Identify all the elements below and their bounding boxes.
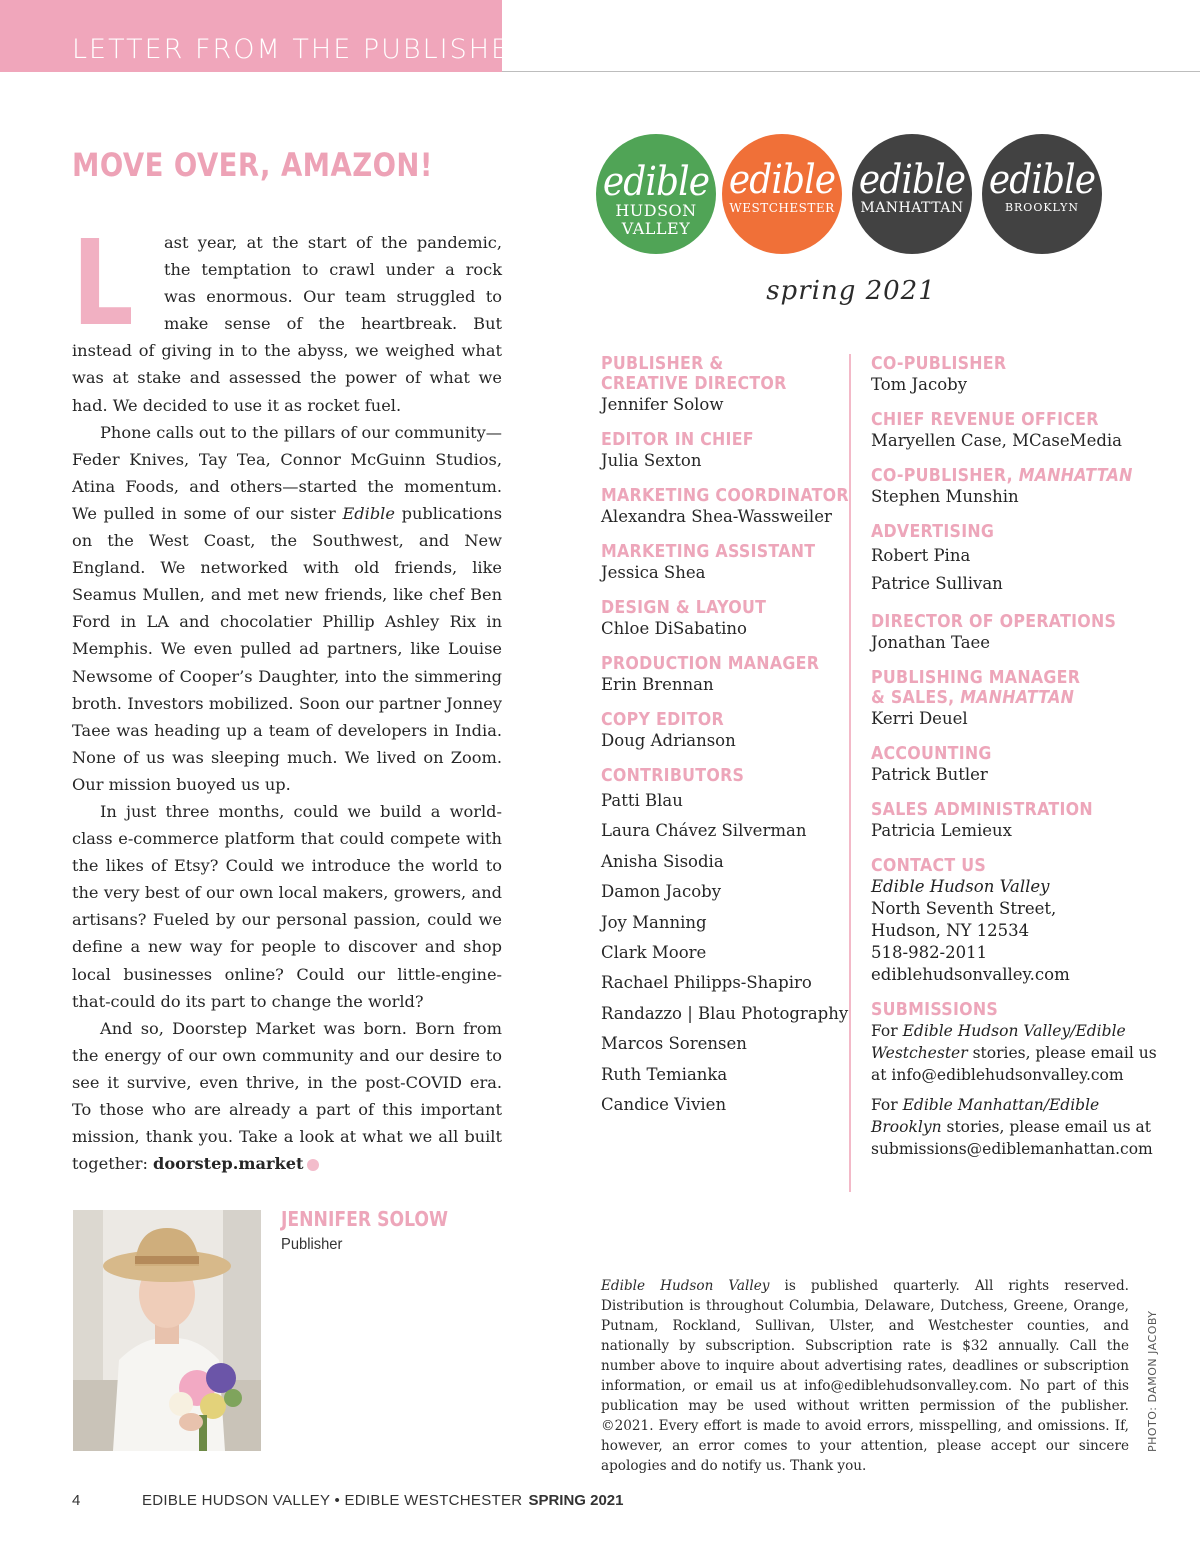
logo-edible-brooklyn bbox=[982, 134, 1102, 254]
contact-phone[interactable]: 518-982-2011 bbox=[871, 943, 988, 962]
publication-disclaimer bbox=[601, 1276, 1129, 1476]
staff-name: Chloe DiSabatino bbox=[601, 619, 747, 638]
masthead-left-column bbox=[601, 353, 849, 1134]
logo-edible-westchester bbox=[722, 134, 842, 254]
logo-sub-1: WESTCHESTER bbox=[729, 201, 835, 215]
role-label: COPY EDITOR bbox=[601, 709, 724, 730]
logo-script: edible bbox=[858, 157, 966, 203]
publisher-photo-illustration bbox=[73, 1210, 261, 1451]
staff-name: Jessica Shea bbox=[601, 563, 706, 582]
masthead-group-cro bbox=[871, 410, 1141, 452]
masthead-group-advertising bbox=[871, 522, 1141, 598]
submission-text: stories, please email us at bbox=[941, 1118, 1151, 1136]
drop-cap: L bbox=[72, 214, 134, 352]
masthead-group-contributors bbox=[601, 765, 849, 1120]
role-label: MARKETING ASSISTANT bbox=[601, 541, 816, 562]
role-label: SALES ADMINISTRATION bbox=[871, 799, 1093, 820]
disclaimer-text: is published quarterly. All rights reserved. Distribution is throughout Columbia, Delaware, Dutchess, Greene, Orange, Putnam, Rockland, Sullivan, Ulster, and Westchester counties, and nationally by subscription. Subscription rate is $32 annually. Call the number above to inquire about advertising rates, deadlines or subscription information, or email us at info@ediblehudsonvalley.com. No part of this publication may be used without written permission of the publisher. ©2021. Every effort is made to avoid errors, misspelling, and omissions. If, however, an error comes to your attention, please accept our sincere apologies and do notify us. Thank you. bbox=[601, 1278, 1129, 1474]
masthead-group-publisher bbox=[601, 354, 841, 416]
contributor-name: Marcos Sorensen bbox=[601, 1034, 747, 1054]
paragraph-3: In just three months, could we build a world-class e-commerce platform that could compete with the likes of Etsy? Could we introduce the world to the very best of our own local makers, growers, and artisans? Fueled by our personal passion, could we define a new way for people to discover and shop local businesses online? Could our little-engine-that-could do its part to change the world? bbox=[72, 801, 502, 1011]
staff-name: Alexandra Shea-Wassweiler bbox=[601, 507, 832, 526]
masthead-group-operations bbox=[871, 612, 1141, 654]
paragraph-2-text-a: Phone calls out to the pillars of our community—Feder Knives, Tay Tea, Connor McGuinn Studios, Atina Foods, and others—started the momentum. We pulled in some of our sister bbox=[72, 422, 502, 523]
role-label: CHIEF REVENUE OFFICER bbox=[871, 409, 1099, 430]
role-label-emphasis: MANHATTAN bbox=[960, 687, 1075, 708]
contributor-name: Anisha Sisodia bbox=[601, 851, 724, 871]
paragraph-2 bbox=[72, 419, 502, 798]
role-label-text: & SALES, bbox=[871, 687, 961, 708]
logo-sub-2: VALLEY bbox=[621, 219, 691, 238]
submission-emphasis: Westchester bbox=[871, 1044, 968, 1062]
contact-city: Hudson, NY 12534 bbox=[871, 921, 1030, 940]
page-footer bbox=[72, 1492, 623, 1509]
role-label: SUBMISSIONS bbox=[871, 999, 999, 1020]
signature-name: JENNIFER SOLOW bbox=[281, 1207, 449, 1231]
contributor-name: Damon Jacoby bbox=[601, 882, 722, 902]
logo-script: edible bbox=[602, 159, 710, 205]
masthead-group-contact bbox=[871, 856, 1141, 986]
submission-line bbox=[871, 1020, 1141, 1042]
header-rule bbox=[502, 71, 1200, 72]
masthead-group-copublisher-manhattan bbox=[871, 466, 1141, 508]
contributor-name: Ruth Temianka bbox=[601, 1064, 728, 1084]
staff-name: Patrice Sullivan bbox=[871, 574, 1003, 593]
submission-line bbox=[871, 1094, 1141, 1116]
submission-email-hv[interactable]: at info@ediblehudsonvalley.com bbox=[871, 1066, 1124, 1084]
logo-sub-1: HUDSON bbox=[615, 201, 697, 220]
role-label: ACCOUNTING bbox=[871, 743, 992, 764]
contact-street: North Seventh Street, bbox=[871, 899, 1057, 918]
role-label: EDITOR IN CHIEF bbox=[601, 429, 754, 450]
role-label-emphasis: MANHATTAN bbox=[1018, 465, 1133, 486]
photo-credit: PHOTO: DAMON JACOBY bbox=[1146, 1310, 1159, 1452]
role-label: ADVERTISING bbox=[871, 521, 995, 542]
section-header: LETTER FROM THE PUBLISHER bbox=[72, 34, 531, 65]
paragraph-4 bbox=[72, 1015, 502, 1178]
staff-name: Doug Adrianson bbox=[601, 731, 736, 750]
role-label-text: CO-PUBLISHER, bbox=[871, 465, 1019, 486]
paragraph-2-text-b: publications on the West Coast, the Southwest, and New England. We networked with old friends, like Seamus Mullen, and met new friends, like chef Ben Ford in LA and chocolatier Phillip Ashley Rix in Memphis. We even pulled ad partners, like Louise Newsome of Cooper’s Daughter, into the simmering broth. Investors mobilized. Soon our partner Jonney Taee was heading up a team of developers in India. None of us was sleeping much. We lived on Zoom. Our mission buoyed us up. bbox=[72, 503, 502, 794]
article-title: MOVE OVER, AMAZON! bbox=[72, 146, 433, 184]
staff-name: Erin Brennan bbox=[601, 675, 714, 694]
role-label: CREATIVE DIRECTOR bbox=[601, 373, 787, 394]
staff-name: Stephen Munshin bbox=[871, 487, 1019, 506]
publisher-photo bbox=[73, 1210, 261, 1451]
staff-name: Jennifer Solow bbox=[601, 395, 724, 414]
staff-name: Maryellen Case, MCaseMedia bbox=[871, 431, 1123, 450]
paragraph-1-text: ast year, at the start of the pandemic, the temptation to crawl under a rock was enormous. Our team struggled to make sense of the heartbreak. But instead of giving in to the abyss, we weighed what was at stake and assessed the power of what we had. We decided to use it as rocket fuel. bbox=[72, 233, 502, 415]
paragraph-1 bbox=[72, 214, 502, 419]
role-label: PUBLISHING MANAGER bbox=[871, 667, 1081, 688]
staff-name: Jonathan Taee bbox=[871, 633, 991, 652]
masthead-group-accounting bbox=[871, 744, 1141, 786]
masthead-group-editor bbox=[601, 430, 841, 472]
contact-name: Edible Hudson Valley bbox=[871, 877, 1050, 896]
paragraph-4-text: And so, Doorstep Market was born. Born from the energy of our own community and our desire to see it survive, even thrive, in the post-COVID era. To those who are already a part of this important mission, thank you. Take a look at what we all built together: bbox=[72, 1018, 502, 1174]
submission-emphasis: Edible Manhattan/Edible bbox=[902, 1096, 1100, 1114]
signature-role: Publisher bbox=[281, 1236, 343, 1253]
logo-script: edible bbox=[988, 157, 1096, 203]
contributor-name: Patti Blau bbox=[601, 791, 683, 810]
issue-label: spring 2021 bbox=[766, 276, 936, 306]
role-label: PRODUCTION MANAGER bbox=[601, 653, 820, 674]
staff-name: Tom Jacoby bbox=[871, 375, 968, 394]
staff-name: Julia Sexton bbox=[601, 451, 702, 470]
masthead-divider bbox=[849, 354, 851, 1192]
logo-sub-1: MANHATTAN bbox=[860, 200, 964, 216]
submission-email-manhattan[interactable]: submissions@ediblemanhattan.com bbox=[871, 1140, 1153, 1158]
footer-issue: SPRING 2021 bbox=[528, 1492, 624, 1509]
submission-line bbox=[871, 1116, 1151, 1138]
contributor-name: Laura Chávez Silverman bbox=[601, 821, 807, 841]
logo-sub-1: BROOKLYN bbox=[1004, 201, 1080, 214]
submission-emphasis: Brooklyn bbox=[871, 1118, 942, 1136]
submission-text: For bbox=[871, 1096, 903, 1114]
staff-name: Patrick Butler bbox=[871, 765, 988, 784]
contributor-name: Clark Moore bbox=[601, 943, 707, 963]
masthead-group-marketing-assistant bbox=[601, 542, 841, 584]
staff-name: Patricia Lemieux bbox=[871, 821, 1012, 840]
role-label: CONTRIBUTORS bbox=[601, 765, 745, 786]
role-label: CO-PUBLISHER bbox=[871, 353, 1007, 374]
article-body bbox=[72, 214, 502, 1177]
role-label: MARKETING COORDINATOR bbox=[601, 485, 849, 506]
masthead-group-publishing-manager bbox=[871, 668, 1141, 730]
submission-text: stories, please email us bbox=[967, 1044, 1157, 1062]
role-label: PUBLISHER & bbox=[601, 353, 724, 374]
contributor-name: Joy Manning bbox=[601, 912, 707, 932]
role-label bbox=[871, 688, 1109, 708]
submission-emphasis: Edible Hudson Valley/Edible bbox=[902, 1022, 1126, 1040]
masthead-group-sales-admin bbox=[871, 800, 1141, 842]
masthead-right-column bbox=[871, 353, 1157, 1174]
paragraph-2-emphasis: Edible bbox=[342, 503, 395, 523]
role-label: DIRECTOR OF OPERATIONS bbox=[871, 611, 1117, 632]
staff-name: Robert Pina bbox=[871, 546, 971, 565]
masthead-group-copublisher bbox=[871, 354, 1141, 396]
masthead-group-production bbox=[601, 654, 841, 696]
spacer bbox=[871, 1086, 1141, 1094]
disclaimer-emphasis: Edible Hudson Valley bbox=[601, 1278, 770, 1294]
masthead-group-design bbox=[601, 598, 841, 640]
submission-text: For bbox=[871, 1022, 903, 1040]
contributor-name: Rachael Philipps-Shapiro bbox=[601, 973, 812, 993]
staff-name: Kerri Deuel bbox=[871, 709, 968, 728]
role-label: CONTACT US bbox=[871, 855, 987, 876]
masthead-group-submissions bbox=[871, 999, 1157, 1160]
logo-script: edible bbox=[728, 157, 836, 203]
masthead-group-copy-editor bbox=[601, 710, 841, 752]
footer-brand: EDIBLE HUDSON VALLEY • EDIBLE WESTCHESTER bbox=[142, 1492, 523, 1509]
submission-line bbox=[871, 1042, 1157, 1064]
doorstep-link[interactable]: doorstep.market bbox=[153, 1154, 304, 1174]
end-mark-icon bbox=[307, 1159, 319, 1171]
page-number: 4 bbox=[72, 1492, 81, 1509]
contributor-name: Randazzo | Blau Photography bbox=[601, 1003, 849, 1023]
role-label: DESIGN & LAYOUT bbox=[601, 597, 767, 618]
role-label bbox=[871, 465, 1133, 486]
logo-edible-hudson-valley bbox=[596, 134, 716, 254]
contributor-name: Candice Vivien bbox=[601, 1095, 727, 1115]
contact-website-link[interactable]: ediblehudsonvalley.com bbox=[871, 965, 1070, 984]
masthead-group-marketing-coordinator bbox=[601, 485, 849, 528]
logo-edible-manhattan bbox=[852, 134, 972, 254]
